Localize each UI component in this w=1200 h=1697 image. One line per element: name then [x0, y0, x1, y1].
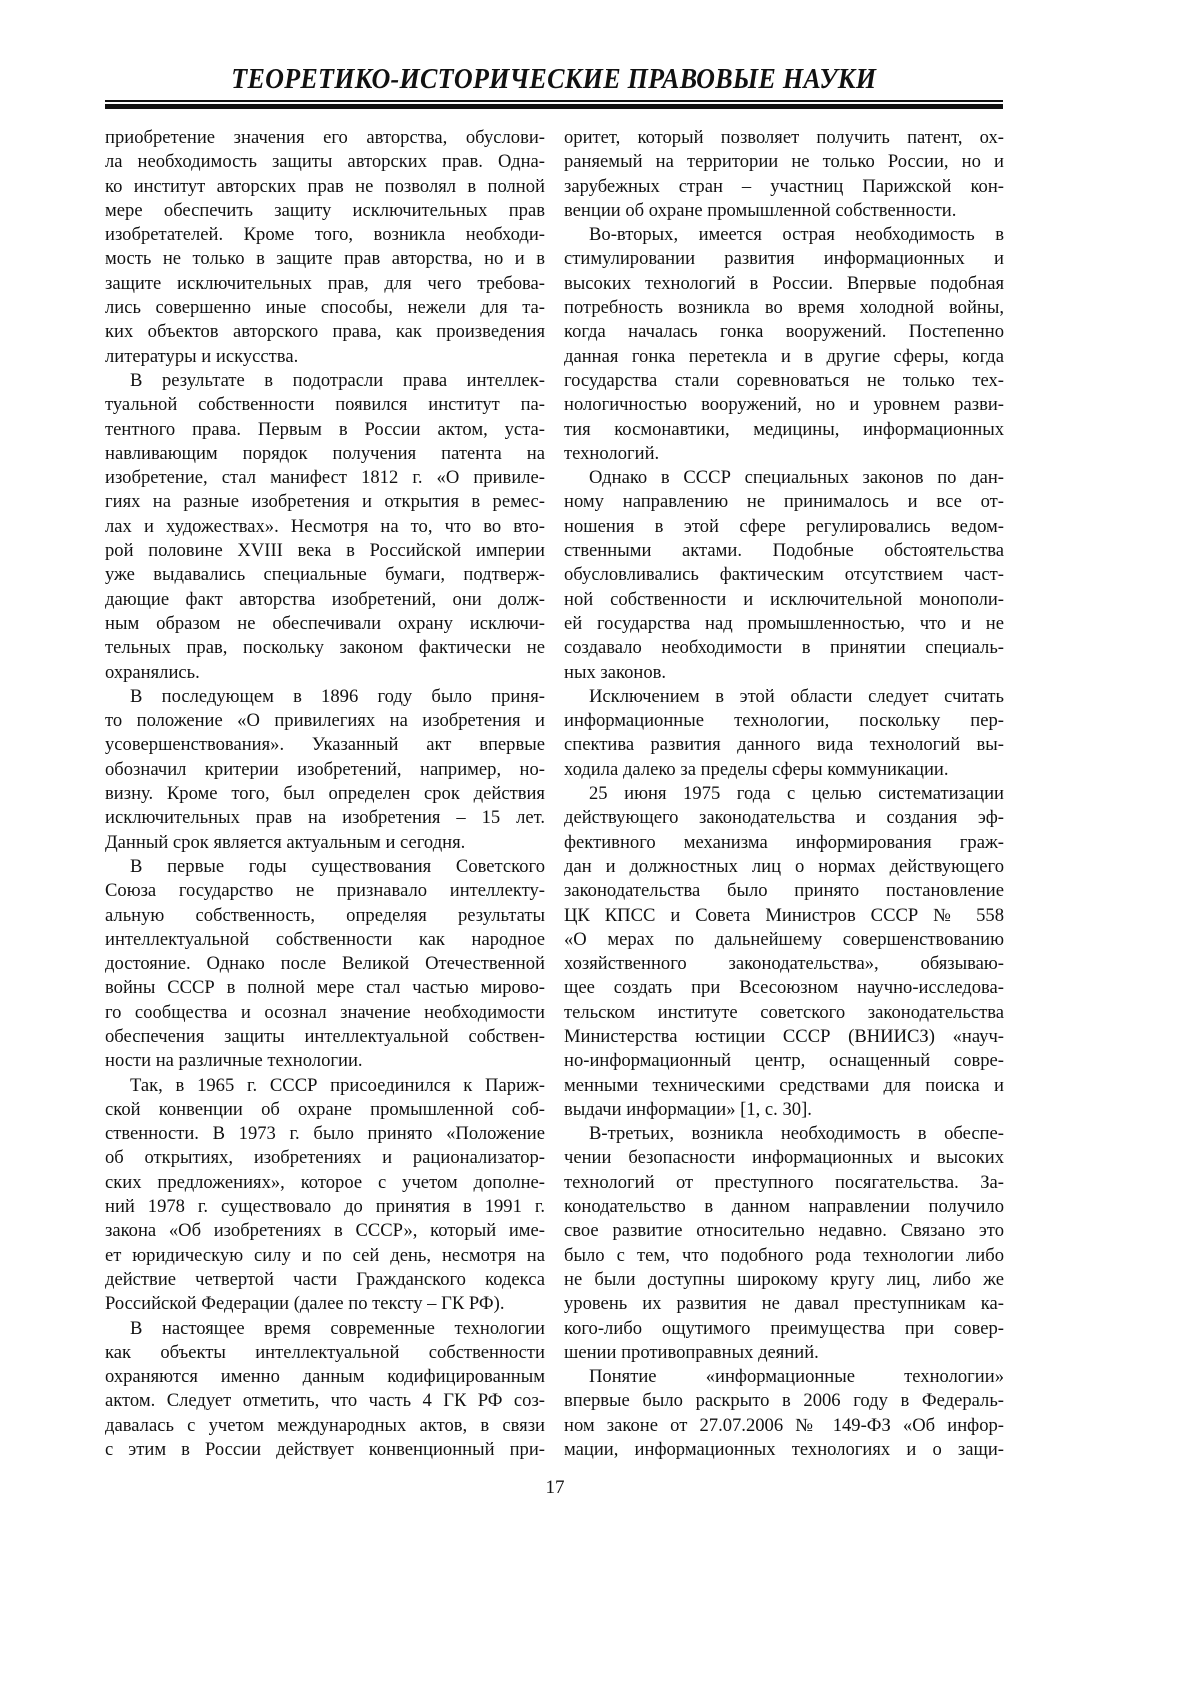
section-title: ТЕОРЕТИКО-ИСТОРИЧЕСКИЕ ПРАВОВЫЕ НАУКИ [232, 64, 877, 96]
text-line: спектива развития данного вида технологий вы- [564, 733, 1004, 757]
text-line: создавало необходимости в принятии специаль- [564, 636, 1004, 660]
text-line: уровень их развития не давал преступникам ка- [564, 1292, 1004, 1316]
text-line: ских предложениях», которое с учетом дополне- [105, 1171, 545, 1195]
text-line: ской конвенции об охране промышленной соб- [105, 1098, 545, 1122]
header-rule-thin [105, 100, 1003, 102]
text-line: когда началась гонка вооружений. Постепенно [564, 320, 1004, 344]
text-line: оритет, который позволяет получить патент, ох- [564, 126, 1004, 150]
text-line: ходила далеко за пределы сферы коммуникации. [564, 758, 1004, 782]
text-line: В-третьих, возникла необходимость в обеспе- [564, 1122, 1004, 1146]
text-line: выдачи информации» [1, с. 30]. [564, 1098, 1004, 1122]
text-line: В последующем в 1896 году было приня- [105, 685, 545, 709]
text-line: ЦК КПСС и Совета Министров СССР № 558 [564, 904, 1004, 928]
text-line: ственности. В 1973 г. было принято «Положение [105, 1122, 545, 1146]
text-line: Однако в СССР специальных законов по дан- [564, 466, 1004, 490]
text-line: охранялись. [105, 661, 545, 685]
page-number: 17 [0, 1477, 1110, 1499]
text-line: усовершенствования». Указанный акт впервые [105, 733, 545, 757]
text-line: мации, информационных технологиях и о защи- [564, 1438, 1004, 1462]
text-line: защите исключительных прав, для чего требова- [105, 272, 545, 296]
text-line: Так, в 1965 г. СССР присоединился к Париж- [105, 1074, 545, 1098]
text-line: Данный срок является актуальным и сегодня. [105, 831, 545, 855]
text-line: с этим в России действует конвенционный при- [105, 1438, 545, 1462]
paragraph [564, 1365, 1004, 1462]
text-line: щее создать при Всесоюзном научно-исследова- [564, 976, 1004, 1000]
text-line: было с тем, что подобного рода технологии либо [564, 1244, 1004, 1268]
text-line: высоких технологий в России. Впервые подобная [564, 272, 1004, 296]
paragraph [105, 1074, 545, 1317]
text-line: Понятие «информационные технологии» [564, 1365, 1004, 1389]
text-line: ной собственности и исключительной монополи- [564, 588, 1004, 612]
text-line: ному направлению не принималось и все от- [564, 490, 1004, 514]
text-line: изобретателей. Кроме того, возникла необходи- [105, 223, 545, 247]
text-line: фективного механизма информирования граж- [564, 831, 1004, 855]
paragraph [105, 1317, 545, 1463]
text-line: Во-вторых, имеется острая необходимость в [564, 223, 1004, 247]
text-line: лись совершенно иные способы, нежели для та- [105, 296, 545, 320]
text-line: впервые было раскрыто в 2006 году в Федераль- [564, 1389, 1004, 1413]
text-line: данная гонка перетекла и в другие сферы, когда [564, 345, 1004, 369]
text-line: свое развитие относительно недавно. Связано это [564, 1219, 1004, 1243]
text-line: уже выдавались специальные бумаги, подтверж- [105, 563, 545, 587]
text-line: дан и должностных лиц о нормах действующего [564, 855, 1004, 879]
text-line: войны СССР в полной мере стал частью мирово- [105, 976, 545, 1000]
text-line: тия космонавтики, медицины, информационных [564, 418, 1004, 442]
text-line: альную собственность, определяя результаты [105, 904, 545, 928]
text-line: обусловливались фактическим отсутствием част- [564, 563, 1004, 587]
paragraph [105, 685, 545, 855]
text-line: литературы и искусства. [105, 345, 545, 369]
text-line: ношения в этой сфере регулировались ведом- [564, 515, 1004, 539]
text-line: мость не только в защите прав авторства, но и в [105, 247, 545, 271]
left-column [105, 126, 545, 1462]
text-line: ственными актами. Подобные обстоятельства [564, 539, 1004, 563]
text-line: дающие факт авторства изобретений, они долж- [105, 588, 545, 612]
text-line: конодательство в данном направлении получило [564, 1195, 1004, 1219]
text-line: венции об охране промышленной собственности. [564, 199, 1004, 223]
text-line: действие четвертой части Гражданского кодекса [105, 1268, 545, 1292]
text-line: навливающим порядок получения патента на [105, 442, 545, 466]
text-line: хозяйственного законодательства», обязываю- [564, 952, 1004, 976]
text-line: рой половине XVIII века в Российской империи [105, 539, 545, 563]
text-line: информационные технологии, поскольку пер- [564, 709, 1004, 733]
paragraph [564, 782, 1004, 1122]
paragraph [564, 126, 1004, 223]
text-line: 25 июня 1975 года с целью систематизации [564, 782, 1004, 806]
text-line: мере обеспечить защиту исключительных прав [105, 199, 545, 223]
paragraph [564, 685, 1004, 782]
text-line: не были доступны широкому кругу лиц, либо же [564, 1268, 1004, 1292]
text-line: тентного права. Первым в России актом, уста- [105, 418, 545, 442]
text-line: кого-либо ощутимого преимущества при совер- [564, 1317, 1004, 1341]
text-line: В настоящее время современные технологии [105, 1317, 545, 1341]
text-line: визну. Кроме того, был определен срок действия [105, 782, 545, 806]
text-line: Союза государство не признавало интеллекту- [105, 879, 545, 903]
text-line: го сообщества и осознал значение необходимости [105, 1001, 545, 1025]
text-line: стимулировании развития информационных и [564, 247, 1004, 271]
text-line: действующего законодательства и создания эф- [564, 806, 1004, 830]
text-line: ла необходимость защиты авторских прав. Одна- [105, 150, 545, 174]
text-line: закона «Об изобретениях в СССР», который име- [105, 1219, 545, 1243]
text-line: В результате в подотрасли права интеллек- [105, 369, 545, 393]
right-column [564, 126, 1004, 1462]
text-line: но-информационный центр, оснащенный совре- [564, 1049, 1004, 1073]
text-line: Российской Федерации (далее по тексту – ГК РФ). [105, 1292, 545, 1316]
paragraph [564, 466, 1004, 685]
text-line: В первые годы существования Советского [105, 855, 545, 879]
text-line: Исключением в этой области следует считать [564, 685, 1004, 709]
text-line: менными техническими средствами для поиска и [564, 1074, 1004, 1098]
text-line: изобретение, стал манифест 1812 г. «О привиле- [105, 466, 545, 490]
text-line: потребность возникла во время холодной войны, [564, 296, 1004, 320]
text-line: чении безопасности информационных и высоких [564, 1146, 1004, 1170]
text-line: обозначил критерии изобретений, например, но- [105, 758, 545, 782]
paragraph [105, 126, 545, 369]
text-line: нологичностью вооружений, но и уровнем разви- [564, 393, 1004, 417]
text-line: лах и художествах». Несмотря на то, что во вто- [105, 515, 545, 539]
text-line: гиях на разные изобретения и открытия в ремес- [105, 490, 545, 514]
text-line: интеллектуальной собственности как народное [105, 928, 545, 952]
text-line: законодательства было принято постановление [564, 879, 1004, 903]
text-line: давалась с учетом международных актов, в связи [105, 1414, 545, 1438]
text-line: охраняются именно данным кодифицированным [105, 1365, 545, 1389]
text-line: то положение «О привилегиях на изобретения и [105, 709, 545, 733]
text-line: зарубежных стран – участниц Парижской кон- [564, 175, 1004, 199]
text-line: тельском институте советского законодательства [564, 1001, 1004, 1025]
text-line: как объекты интеллектуальной собственности [105, 1341, 545, 1365]
text-line: ном законе от 27.07.2006 № 149-ФЗ «Об инфор- [564, 1414, 1004, 1438]
text-line: обеспечения защиты интеллектуальной собствен- [105, 1025, 545, 1049]
text-line: «О мерах по дальнейшему совершенствованию [564, 928, 1004, 952]
text-line: ным образом не обеспечивали охрану исключи- [105, 612, 545, 636]
text-line: туальной собственности появился институт па- [105, 393, 545, 417]
text-line: актом. Следует отметить, что часть 4 ГК РФ соз- [105, 1389, 545, 1413]
text-line: шении противоправных деяний. [564, 1341, 1004, 1365]
text-line: ей государства над промышленностью, что и не [564, 612, 1004, 636]
text-line: достояние. Однако после Великой Отечественной [105, 952, 545, 976]
paragraph [564, 1122, 1004, 1365]
text-line: раняемый на территории не только России, но и [564, 150, 1004, 174]
text-line: Министерства юстиции СССР (ВНИИСЗ) «науч- [564, 1025, 1004, 1049]
paragraph [564, 223, 1004, 466]
text-line: государства стали соревноваться не только тех- [564, 369, 1004, 393]
header-rule-thick [105, 104, 1003, 109]
text-line: ности на различные технологии. [105, 1049, 545, 1073]
text-line: ко институт авторских прав не позволял в полной [105, 175, 545, 199]
text-line: об открытиях, изобретениях и рационализатор- [105, 1146, 545, 1170]
text-line: ет юридическую силу и по сей день, несмотря на [105, 1244, 545, 1268]
paragraph [105, 855, 545, 1074]
text-line: технологий. [564, 442, 1004, 466]
text-line: тельных прав, поскольку законом фактически не [105, 636, 545, 660]
paragraph [105, 369, 545, 685]
text-line: ных законов. [564, 661, 1004, 685]
running-header [105, 64, 1003, 96]
text-line: исключительных прав на изобретения – 15 лет. [105, 806, 545, 830]
text-line: технологий от преступного посягательства. За- [564, 1171, 1004, 1195]
text-line: ний 1978 г. существовало до принятия в 1991 г. [105, 1195, 545, 1219]
text-line: ких объектов авторского права, как произведения [105, 320, 545, 344]
text-line: приобретение значения его авторства, обуслови- [105, 126, 545, 150]
